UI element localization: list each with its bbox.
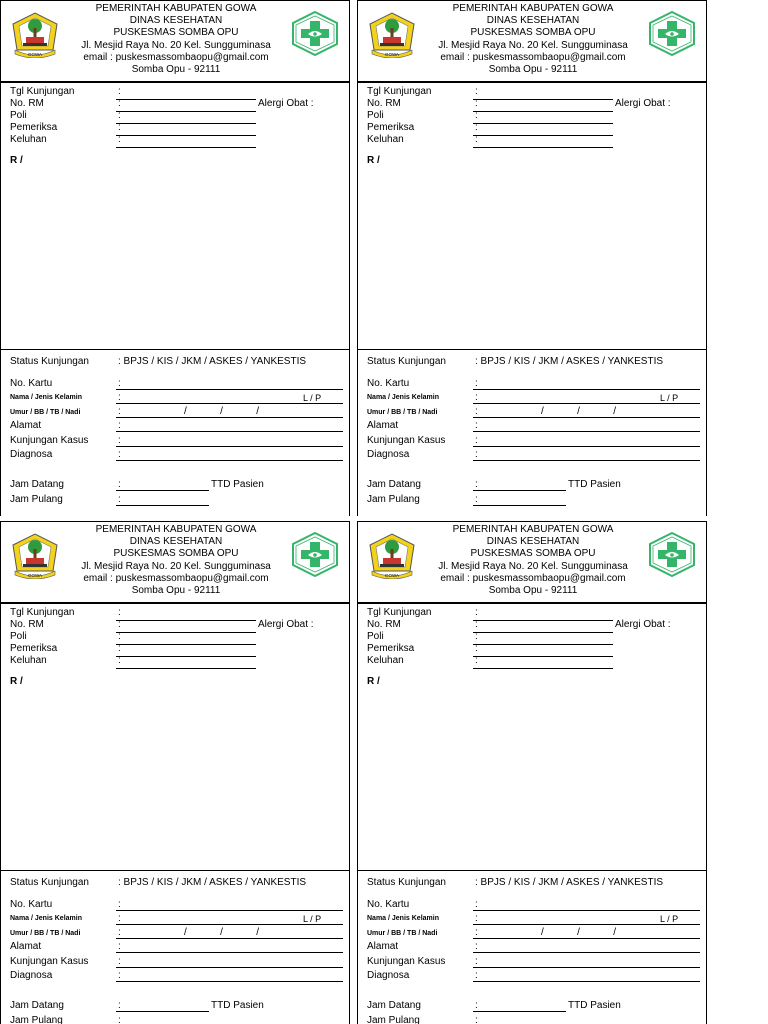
header-line-6: Somba Opu - 92111 <box>131 64 221 76</box>
keluhan-field[interactable] <box>473 135 613 136</box>
section-divider <box>358 870 706 871</box>
health-cross-icon <box>648 11 696 56</box>
colon: : <box>118 631 121 642</box>
header-line-1: PEMERINTAH KABUPATEN GOWA <box>95 524 257 535</box>
colon: : <box>475 1000 478 1011</box>
poli-label: Poli <box>10 110 27 121</box>
gowa-regency-logo-icon <box>366 531 418 579</box>
tgl-kunjungan-label: Tgl Kunjungan <box>367 607 432 618</box>
nama-jenis-kelamin-label: Nama / Jenis Kelamin <box>367 394 439 401</box>
no-rm-label: No. RM <box>10 98 44 109</box>
pemeriksa-field[interactable] <box>473 123 613 124</box>
colon: : <box>118 927 121 938</box>
colon: : <box>118 479 121 490</box>
umur-separators: / / / <box>184 406 260 417</box>
header-line-4: Jl. Mesjid Raya No. 20 Kel. Sungguminasa <box>438 560 628 572</box>
keluhan-field-2[interactable] <box>116 668 256 669</box>
no-kartu-field[interactable] <box>116 389 343 390</box>
logo-text: GOWA <box>384 573 400 578</box>
colon: : <box>475 406 478 417</box>
gowa-regency-logo-icon <box>366 10 418 58</box>
pemeriksa-label: Pemeriksa <box>10 122 58 133</box>
colon: : <box>118 619 121 630</box>
status-kunjungan-label: Status Kunjungan <box>367 356 446 367</box>
alergi-obat-label: Alergi Obat : <box>258 98 314 109</box>
colon: : <box>118 1015 121 1024</box>
diagnosa-field[interactable] <box>116 460 343 461</box>
no-rm-field[interactable] <box>116 620 256 621</box>
no-kartu-field[interactable] <box>473 389 700 390</box>
colon: : <box>118 643 121 654</box>
gender-options: L / P <box>303 914 322 924</box>
colon: : <box>475 449 478 460</box>
header-line-4: Jl. Mesjid Raya No. 20 Kel. Sungguminasa <box>81 39 271 51</box>
colon: : <box>475 607 478 618</box>
jam-pulang-field[interactable] <box>116 505 209 506</box>
kunjungan-kasus-label: Kunjungan Kasus <box>10 435 89 446</box>
no-kartu-label: No. Kartu <box>367 899 410 910</box>
clinic-address-block <box>418 3 648 76</box>
colon: : <box>118 435 121 446</box>
alamat-label: Alamat <box>367 941 399 952</box>
diagnosa-field[interactable] <box>116 981 343 982</box>
rx-symbol: R / <box>10 676 23 687</box>
section-divider <box>358 349 706 350</box>
poli-label: Poli <box>367 110 384 121</box>
colon: : <box>118 970 121 981</box>
colon: : <box>118 420 121 431</box>
colon: : <box>118 110 121 121</box>
no-kartu-label: No. Kartu <box>10 899 53 910</box>
alamat-field[interactable] <box>116 952 343 953</box>
header-line-3: PUSKESMAS SOMBA OPU <box>470 548 596 560</box>
logo-text: GOWA <box>27 52 43 57</box>
logo-text: GOWA <box>384 52 400 57</box>
card-header <box>1 522 349 604</box>
colon: : <box>475 134 478 145</box>
diagnosa-field[interactable] <box>473 460 700 461</box>
keluhan-label: Keluhan <box>10 134 47 145</box>
header-line-6: Somba Opu - 92111 <box>488 64 578 76</box>
colon: : <box>118 1000 121 1011</box>
colon: : <box>118 98 121 109</box>
colon: : <box>475 420 478 431</box>
colon: : <box>475 479 478 490</box>
header-line-2: DINAS KESEHATAN <box>129 15 223 27</box>
status-options: : BPJS / KIS / JKM / ASKES / YANKESTIS <box>475 877 664 888</box>
colon: : <box>118 913 121 924</box>
tgl-kunjungan-label: Tgl Kunjungan <box>10 607 75 618</box>
gender-options: L / P <box>660 914 679 924</box>
alamat-label: Alamat <box>367 420 399 431</box>
colon: : <box>118 449 121 460</box>
jam-datang-label: Jam Datang <box>367 1000 421 1011</box>
pemeriksa-label: Pemeriksa <box>10 643 58 654</box>
header-line-1: PEMERINTAH KABUPATEN GOWA <box>95 3 257 14</box>
no-kartu-label: No. Kartu <box>367 378 410 389</box>
nama-field[interactable] <box>473 403 700 404</box>
colon: : <box>118 607 121 618</box>
header-line-3: PUSKESMAS SOMBA OPU <box>113 27 239 39</box>
status-kunjungan-label: Status Kunjungan <box>10 356 89 367</box>
pemeriksa-field[interactable] <box>116 123 256 124</box>
jam-datang-label: Jam Datang <box>10 479 64 490</box>
section-divider <box>1 349 349 350</box>
prescription-card-1 <box>0 0 350 516</box>
colon: : <box>118 392 121 403</box>
no-rm-field[interactable] <box>473 620 613 621</box>
alamat-field[interactable] <box>473 952 700 953</box>
no-rm-label: No. RM <box>367 98 401 109</box>
jam-pulang-label: Jam Pulang <box>367 1015 420 1024</box>
jam-datang-field[interactable] <box>116 490 209 491</box>
diagnosa-label: Diagnosa <box>10 970 53 981</box>
colon: : <box>118 378 121 389</box>
colon: : <box>475 435 478 446</box>
keluhan-field[interactable] <box>116 135 256 136</box>
card-header <box>1 1 349 83</box>
umur-bb-tb-nadi-label: Umur / BB / TB / Nadi <box>367 409 438 416</box>
colon: : <box>475 899 478 910</box>
colon: : <box>475 655 478 666</box>
header-line-5: email : puskesmassombaopu@gmail.com <box>440 572 626 584</box>
colon: : <box>475 378 478 389</box>
card-header <box>358 1 706 83</box>
colon: : <box>475 392 478 403</box>
header-line-1: PEMERINTAH KABUPATEN GOWA <box>452 3 614 14</box>
no-rm-field[interactable] <box>473 99 613 100</box>
kunjungan-kasus-label: Kunjungan Kasus <box>367 435 446 446</box>
colon: : <box>475 110 478 121</box>
kunjungan-kasus-field[interactable] <box>473 446 700 447</box>
colon: : <box>475 956 478 967</box>
gender-options: L / P <box>303 393 322 403</box>
colon: : <box>118 941 121 952</box>
health-cross-icon <box>291 11 339 56</box>
alergi-obat-label: Alergi Obat : <box>258 619 314 630</box>
header-line-2: DINAS KESEHATAN <box>486 15 580 27</box>
no-rm-field[interactable] <box>116 99 256 100</box>
umur-separators: / / / <box>541 927 617 938</box>
diagnosa-label: Diagnosa <box>367 970 410 981</box>
kunjungan-kasus-field[interactable] <box>116 967 343 968</box>
colon: : <box>118 655 121 666</box>
header-line-5: email : puskesmassombaopu@gmail.com <box>83 51 269 63</box>
ttd-pasien-label: TTD Pasien <box>211 1000 264 1011</box>
jam-datang-label: Jam Datang <box>10 1000 64 1011</box>
poli-field[interactable] <box>116 111 256 112</box>
header-line-2: DINAS KESEHATAN <box>486 536 580 548</box>
status-options: : BPJS / KIS / JKM / ASKES / YANKESTIS <box>475 356 664 367</box>
umur-separators: / / / <box>541 406 617 417</box>
jam-pulang-label: Jam Pulang <box>367 494 420 505</box>
colon: : <box>475 970 478 981</box>
no-rm-label: No. RM <box>10 619 44 630</box>
logo-text: GOWA <box>27 573 43 578</box>
section-divider <box>1 870 349 871</box>
diagnosa-label: Diagnosa <box>10 449 53 460</box>
header-line-3: PUSKESMAS SOMBA OPU <box>470 27 596 39</box>
clinic-address-block <box>418 524 648 597</box>
prescription-card-4 <box>357 521 707 1024</box>
colon: : <box>118 122 121 133</box>
keluhan-field[interactable] <box>116 656 256 657</box>
rx-symbol: R / <box>10 155 23 166</box>
alergi-obat-label: Alergi Obat : <box>615 98 671 109</box>
gowa-regency-logo-icon <box>9 531 61 579</box>
keluhan-label: Keluhan <box>10 655 47 666</box>
colon: : <box>118 406 121 417</box>
colon: : <box>475 1015 478 1024</box>
keluhan-label: Keluhan <box>367 134 404 145</box>
kunjungan-kasus-field[interactable] <box>473 967 700 968</box>
alamat-field[interactable] <box>116 431 343 432</box>
keluhan-label: Keluhan <box>367 655 404 666</box>
no-kartu-label: No. Kartu <box>10 378 53 389</box>
colon: : <box>475 122 478 133</box>
no-kartu-field[interactable] <box>473 910 700 911</box>
keluhan-field-2[interactable] <box>116 147 256 148</box>
header-line-2: DINAS KESEHATAN <box>129 536 223 548</box>
no-kartu-field[interactable] <box>116 910 343 911</box>
pemeriksa-label: Pemeriksa <box>367 643 415 654</box>
jam-datang-field[interactable] <box>116 1011 209 1012</box>
header-line-6: Somba Opu - 92111 <box>131 585 221 597</box>
nama-field[interactable] <box>116 924 343 925</box>
colon: : <box>475 643 478 654</box>
ttd-pasien-label: TTD Pasien <box>211 479 264 490</box>
no-rm-label: No. RM <box>367 619 401 630</box>
jam-pulang-label: Jam Pulang <box>10 494 63 505</box>
status-options: : BPJS / KIS / JKM / ASKES / YANKESTIS <box>118 356 307 367</box>
tgl-kunjungan-label: Tgl Kunjungan <box>10 86 75 97</box>
prescription-card-2 <box>357 0 707 516</box>
alergi-obat-label: Alergi Obat : <box>615 619 671 630</box>
colon: : <box>118 494 121 505</box>
pemeriksa-field[interactable] <box>473 644 613 645</box>
rx-symbol: R / <box>367 155 380 166</box>
umur-field[interactable] <box>116 417 343 418</box>
jam-datang-label: Jam Datang <box>367 479 421 490</box>
kunjungan-kasus-field[interactable] <box>116 446 343 447</box>
umur-field[interactable] <box>116 938 343 939</box>
header-line-4: Jl. Mesjid Raya No. 20 Kel. Sungguminasa <box>438 39 628 51</box>
status-options: : BPJS / KIS / JKM / ASKES / YANKESTIS <box>118 877 307 888</box>
gowa-regency-logo-icon <box>9 10 61 58</box>
colon: : <box>118 899 121 910</box>
colon: : <box>475 941 478 952</box>
umur-field[interactable] <box>473 938 700 939</box>
poli-label: Poli <box>10 631 27 642</box>
colon: : <box>475 86 478 97</box>
umur-bb-tb-nadi-label: Umur / BB / TB / Nadi <box>10 409 81 416</box>
poli-field[interactable] <box>473 111 613 112</box>
nama-jenis-kelamin-label: Nama / Jenis Kelamin <box>367 915 439 922</box>
header-line-6: Somba Opu - 92111 <box>488 585 578 597</box>
colon: : <box>118 134 121 145</box>
clinic-address-block <box>61 524 291 597</box>
jam-pulang-label: Jam Pulang <box>10 1015 63 1024</box>
ttd-pasien-label: TTD Pasien <box>568 1000 621 1011</box>
colon: : <box>475 631 478 642</box>
keluhan-field-2[interactable] <box>473 668 613 669</box>
nama-jenis-kelamin-label: Nama / Jenis Kelamin <box>10 915 82 922</box>
status-kunjungan-label: Status Kunjungan <box>10 877 89 888</box>
tgl-kunjungan-label: Tgl Kunjungan <box>367 86 432 97</box>
header-line-4: Jl. Mesjid Raya No. 20 Kel. Sungguminasa <box>81 560 271 572</box>
umur-field[interactable] <box>473 417 700 418</box>
poli-label: Poli <box>367 631 384 642</box>
colon: : <box>475 619 478 630</box>
jam-datang-field[interactable] <box>473 490 566 491</box>
gender-options: L / P <box>660 393 679 403</box>
kunjungan-kasus-label: Kunjungan Kasus <box>367 956 446 967</box>
pemeriksa-label: Pemeriksa <box>367 122 415 133</box>
health-cross-icon <box>648 532 696 577</box>
colon: : <box>475 494 478 505</box>
diagnosa-field[interactable] <box>473 981 700 982</box>
colon: : <box>118 86 121 97</box>
rx-symbol: R / <box>367 676 380 687</box>
pemeriksa-field[interactable] <box>116 644 256 645</box>
prescription-card-3 <box>0 521 350 1024</box>
health-cross-icon <box>291 532 339 577</box>
header-line-5: email : puskesmassombaopu@gmail.com <box>83 572 269 584</box>
nama-field[interactable] <box>116 403 343 404</box>
colon: : <box>475 927 478 938</box>
umur-bb-tb-nadi-label: Umur / BB / TB / Nadi <box>10 930 81 937</box>
kunjungan-kasus-label: Kunjungan Kasus <box>10 956 89 967</box>
alamat-field[interactable] <box>473 431 700 432</box>
colon: : <box>475 98 478 109</box>
keluhan-field[interactable] <box>473 656 613 657</box>
diagnosa-label: Diagnosa <box>367 449 410 460</box>
header-line-1: PEMERINTAH KABUPATEN GOWA <box>452 524 614 535</box>
umur-bb-tb-nadi-label: Umur / BB / TB / Nadi <box>367 930 438 937</box>
clinic-address-block <box>61 3 291 76</box>
nama-field[interactable] <box>473 924 700 925</box>
status-kunjungan-label: Status Kunjungan <box>367 877 446 888</box>
jam-pulang-field[interactable] <box>473 505 566 506</box>
header-line-3: PUSKESMAS SOMBA OPU <box>113 548 239 560</box>
poli-field[interactable] <box>473 632 613 633</box>
card-header <box>358 522 706 604</box>
colon: : <box>118 956 121 967</box>
colon: : <box>475 913 478 924</box>
umur-separators: / / / <box>184 927 260 938</box>
keluhan-field-2[interactable] <box>473 147 613 148</box>
ttd-pasien-label: TTD Pasien <box>568 479 621 490</box>
jam-datang-field[interactable] <box>473 1011 566 1012</box>
alamat-label: Alamat <box>10 420 42 431</box>
header-line-5: email : puskesmassombaopu@gmail.com <box>440 51 626 63</box>
nama-jenis-kelamin-label: Nama / Jenis Kelamin <box>10 394 82 401</box>
alamat-label: Alamat <box>10 941 42 952</box>
poli-field[interactable] <box>116 632 256 633</box>
